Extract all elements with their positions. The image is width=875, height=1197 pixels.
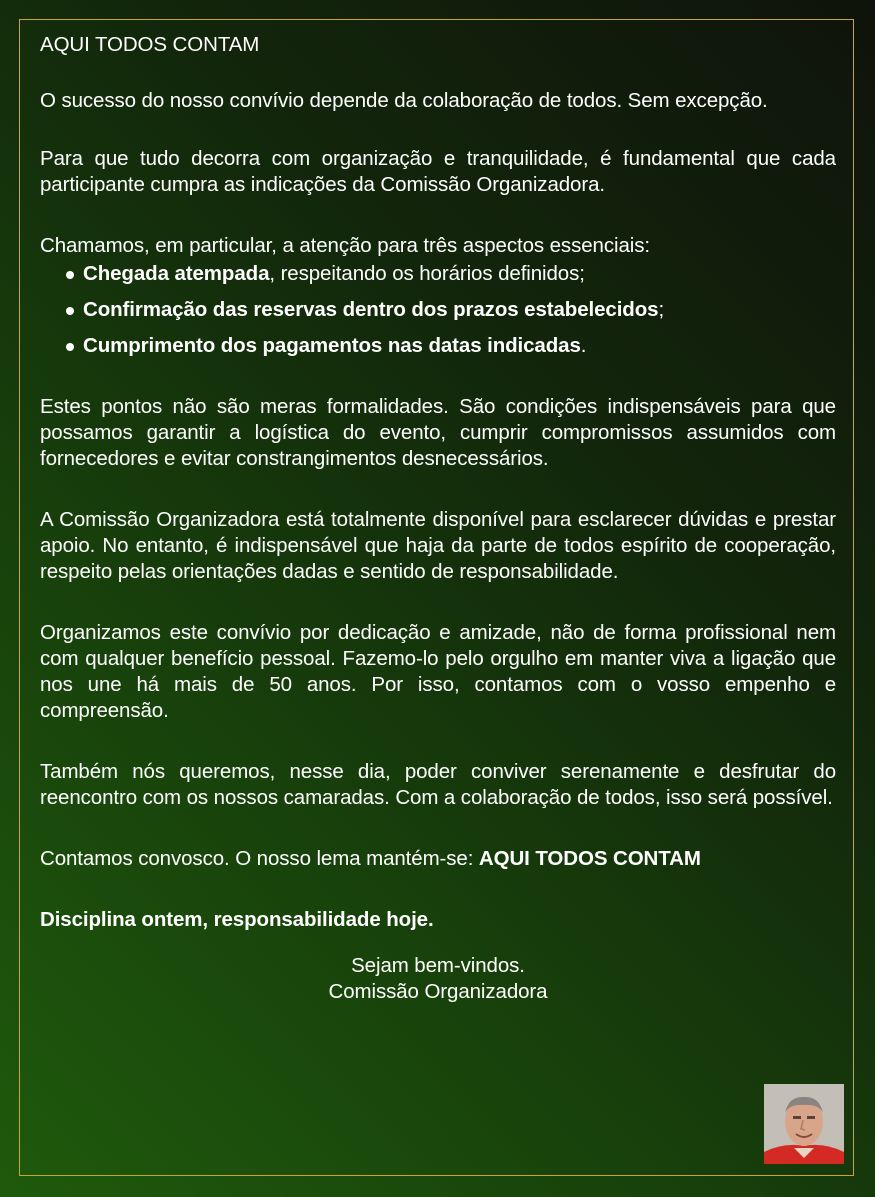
closing-motto: Disciplina ontem, responsabilidade hoje. [40,908,434,931]
list-item: Chegada atempada, respeitando os horários definidos; [66,261,836,287]
paragraph-1: Para que tudo decorra com organização e tranquilidade, é fundamental que cada participante cumpra as indicações da Comissão Organizadora. [40,147,836,196]
paragraph-4: A Comissão Organizadora está totalmente disponível para esclarecer dúvidas e prestar apoio. No entanto, é indispensável que haja da parte de todos espírito de cooperação, respeito pelas orientações dadas e sentido de responsabilidade. [40,508,836,583]
paragraph-2: Chamamos, em particular, a atenção para três aspectos essenciais: [40,234,650,257]
motto-bold: AQUI TODOS CONTAM [478,847,701,870]
paragraph-7: Contamos convosco. O nosso lema mantém-se: AQUI TODOS CONTAM [40,847,701,870]
essentials-list [66,261,836,359]
paragraph-6: Também nós queremos, nesse dia, poder conviver serenamente e desfrutar do reencontro com os nossos camaradas. Com a colaboração de todos, isso será possível. [40,760,836,809]
portrait-photo [764,1084,844,1164]
paragraph-5: Organizamos este convívio por dedicação e amizade, não de forma profissional nem com qualquer benefício pessoal. Fazemo-lo pelo orgulho em manter viva a ligação que nos une há mais de 50 anos. Por isso, contamos com o vosso empenho e compreensão. [40,621,836,722]
sign-welcome: Sejam bem-vindos. [351,954,525,977]
document-body [40,32,836,1005]
list-item: Confirmação das reservas dentro dos prazos estabelecidos; [66,297,836,323]
document-title: AQUI TODOS CONTAM [40,33,260,56]
paragraph-3: Estes pontos não são meras formalidades. São condições indispensáveis para que possamos garantir a logística do evento, cumprir compromissos assumidos com fornecedores e evitar constrangimentos desnecessários. [40,395,836,470]
sign-committee: Comissão Organizadora [328,980,548,1003]
list-item: Cumprimento dos pagamentos nas datas indicadas. [66,333,836,359]
intro-paragraph: O sucesso do nosso convívio depende da colaboração de todos. Sem excepção. [40,89,768,112]
